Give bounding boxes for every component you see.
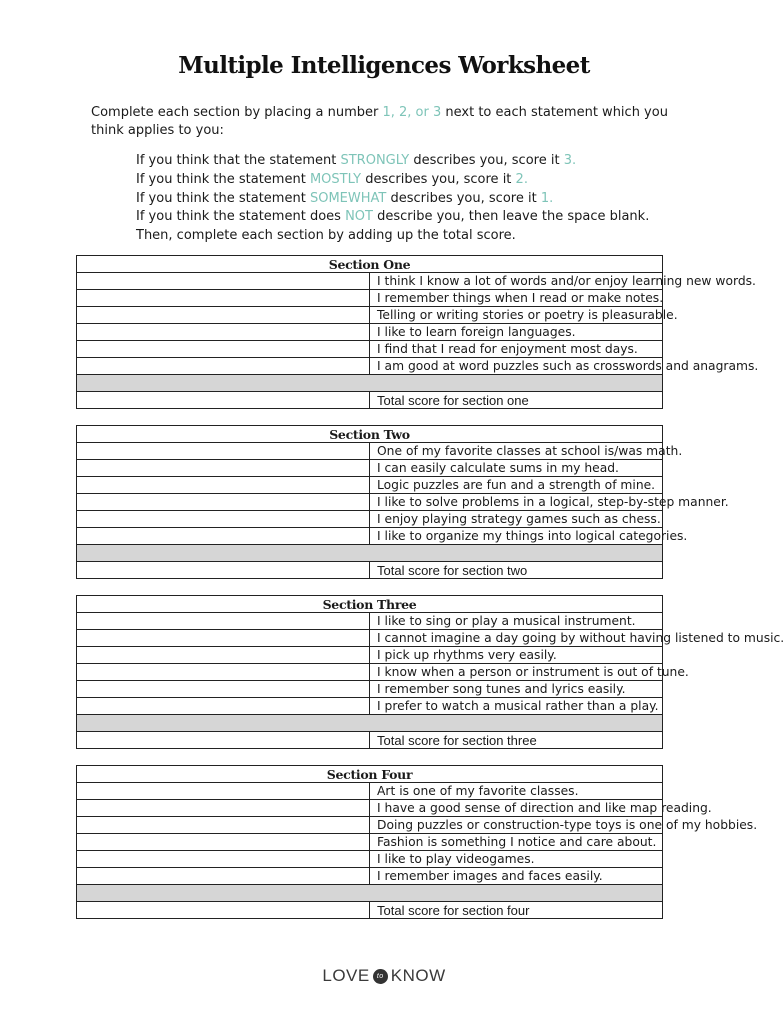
score-cell[interactable] [77, 664, 370, 681]
total-score-cell[interactable] [77, 392, 370, 409]
statement-cell: Fashion is something I notice and care about. [370, 834, 663, 851]
table-row [77, 494, 663, 511]
table-row [77, 664, 663, 681]
rule-line: Then, complete each section by adding up the total score. [136, 228, 516, 244]
statement-cell: I can easily calculate sums in my head. [370, 460, 663, 477]
table-row [77, 477, 663, 494]
table-row [77, 647, 663, 664]
score-cell[interactable] [77, 630, 370, 647]
total-score-cell[interactable] [77, 902, 370, 919]
score-cell[interactable] [77, 800, 370, 817]
score-cell[interactable] [77, 307, 370, 324]
total-row [77, 902, 663, 919]
total-label: Total score for section four [370, 902, 663, 919]
score-cell[interactable] [77, 494, 370, 511]
total-score-cell[interactable] [77, 562, 370, 579]
statement-cell: Telling or writing stories or poetry is pleasurable. [370, 307, 663, 324]
section-heading: Section One [77, 256, 663, 273]
statement-cell: I prefer to watch a musical rather than a play. [370, 698, 663, 715]
table-row [77, 851, 663, 868]
table-row [77, 307, 663, 324]
table-row [77, 290, 663, 307]
gray-spacer [77, 885, 663, 902]
statement-cell: I remember song tunes and lyrics easily. [370, 681, 663, 698]
table-row [77, 630, 663, 647]
score-cell[interactable] [77, 341, 370, 358]
score-cell[interactable] [77, 647, 370, 664]
score-cell[interactable] [77, 290, 370, 307]
statement-cell: I remember things when I read or make notes. [370, 290, 663, 307]
rule-line: If you think that the statement STRONGLY describes you, score it 3. [136, 153, 577, 168]
table-row [77, 528, 663, 545]
total-label: Total score for section one [370, 392, 663, 409]
rule-line: If you think the statement MOSTLY describes you, score it 2. [136, 171, 528, 187]
scoring-rules [136, 152, 696, 246]
score-cell[interactable] [77, 324, 370, 341]
statement-cell: I remember images and faces easily. [370, 868, 663, 885]
intro-text-part: Complete each section by placing a number [91, 105, 383, 120]
table-row [77, 443, 663, 460]
statement-cell: Doing puzzles or construction-type toys is one of my hobbies. [370, 817, 663, 834]
section-four-table [76, 765, 758, 919]
score-cell[interactable] [77, 868, 370, 885]
score-cell[interactable] [77, 273, 370, 290]
statement-cell: Logic puzzles are fun and a strength of mine. [370, 477, 663, 494]
table-row [77, 273, 663, 290]
score-cell[interactable] [77, 443, 370, 460]
intro-highlight: 1, 2, or 3 [382, 105, 442, 120]
score-cell[interactable] [77, 477, 370, 494]
statement-cell: I know when a person or instrument is out of tune. [370, 664, 663, 681]
total-row [77, 562, 663, 579]
section-heading: Section Two [77, 426, 663, 443]
table-row [77, 817, 663, 834]
statement-cell: I think I know a lot of words and/or enjoy learning new words. [370, 273, 663, 290]
statement-cell: Art is one of my favorite classes. [370, 783, 663, 800]
statement-cell: I cannot imagine a day going by without having listened to music. [370, 630, 663, 647]
statement-cell: I like to solve problems in a logical, step-by-step manner. [370, 494, 663, 511]
gray-spacer [77, 545, 663, 562]
table-row [77, 358, 663, 375]
score-cell[interactable] [77, 358, 370, 375]
table-row [77, 511, 663, 528]
gray-spacer [77, 375, 663, 392]
section-two-table [76, 425, 729, 579]
logo-text-left: LOVE [322, 966, 370, 985]
total-score-cell[interactable] [77, 732, 370, 749]
intro-text-part: next to each statement which you think applies to you: [91, 105, 668, 138]
statement-cell: I pick up rhythms very easily. [370, 647, 663, 664]
table-row [77, 800, 663, 817]
table-row [77, 681, 663, 698]
rule-line: If you think the statement SOMEWHAT describes you, score it 1. [136, 190, 554, 206]
score-cell[interactable] [77, 613, 370, 630]
section-heading: Section Four [77, 766, 663, 783]
total-label: Total score for section three [370, 732, 663, 749]
rule-line: If you think the statement does NOT describe you, then leave the space blank. [136, 209, 650, 225]
statement-cell: I am good at word puzzles such as crosswords and anagrams. [370, 358, 663, 375]
table-row [77, 834, 663, 851]
statement-cell: I enjoy playing strategy games such as chess. [370, 511, 663, 528]
table-row [77, 341, 663, 358]
logo-text-right: KNOW [390, 966, 446, 985]
statement-cell: I have a good sense of direction and like map reading. [370, 800, 663, 817]
section-heading: Section Three [77, 596, 663, 613]
total-label: Total score for section two [370, 562, 663, 579]
table-row [77, 698, 663, 715]
score-cell[interactable] [77, 460, 370, 477]
statement-cell: I like to play videogames. [370, 851, 663, 868]
section-three-table [76, 595, 784, 749]
table-row [77, 613, 663, 630]
table-row [77, 324, 663, 341]
worksheet-title: Multiple Intelligences Worksheet [178, 52, 590, 79]
statement-cell: I like to sing or play a musical instrument. [370, 613, 663, 630]
spacer-row [77, 545, 663, 562]
score-cell[interactable] [77, 681, 370, 698]
table-row [77, 783, 663, 800]
score-cell[interactable] [77, 851, 370, 868]
spacer-row [77, 375, 663, 392]
score-cell[interactable] [77, 834, 370, 851]
spacer-row [77, 885, 663, 902]
score-cell[interactable] [77, 511, 370, 528]
statement-cell: I like to learn foreign languages. [370, 324, 663, 341]
lovetoknow-logo [0, 966, 768, 986]
score-cell[interactable] [77, 783, 370, 800]
total-row [77, 732, 663, 749]
gray-spacer [77, 715, 663, 732]
statement-cell: One of my favorite classes at school is/was math. [370, 443, 663, 460]
section-one-table [76, 255, 759, 409]
statement-cell: I like to organize my things into logical categories. [370, 528, 663, 545]
score-cell[interactable] [77, 817, 370, 834]
logo-mark-icon: to [373, 969, 388, 984]
spacer-row [77, 715, 663, 732]
score-cell[interactable] [77, 528, 370, 545]
table-row [77, 460, 663, 477]
intro-text [91, 104, 691, 140]
table-row [77, 868, 663, 885]
statement-cell: I find that I read for enjoyment most days. [370, 341, 663, 358]
score-cell[interactable] [77, 698, 370, 715]
total-row [77, 392, 663, 409]
